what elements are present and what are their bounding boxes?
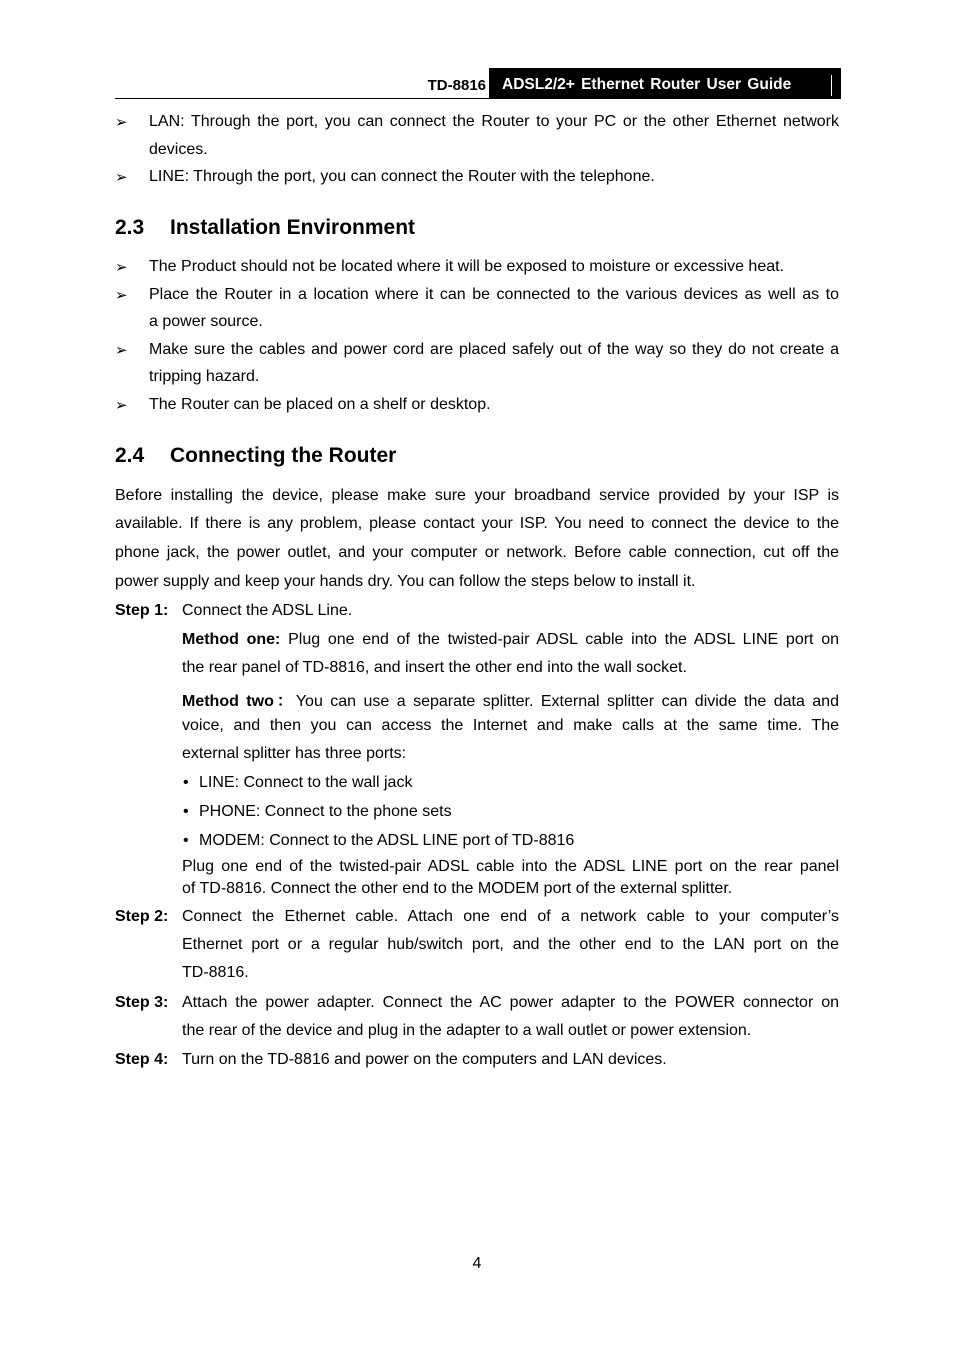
bullet-icon: ➢ bbox=[115, 287, 128, 304]
intro-paragraph-line1: Before installing the device, please make sure your broadband service provided by your ISP is bbox=[115, 487, 839, 504]
bullet-icon: ➢ bbox=[115, 114, 128, 131]
section-heading-2-3: 2.3 Installation Environment bbox=[115, 216, 416, 239]
step-4-label: Step 4: bbox=[115, 1051, 169, 1068]
step-3-line2: the rear of the device and plug in the adapter to a wall outlet or power extension. bbox=[182, 1022, 752, 1039]
step-2-line1: Connect the Ethernet cable. Attach one end of a network cable to your computer’s bbox=[182, 908, 839, 925]
page-number: 4 bbox=[472, 1255, 482, 1272]
port-modem: MODEM: Connect to the ADSL LINE port of TD-8816 bbox=[199, 832, 575, 849]
header-model: TD-8816 bbox=[427, 77, 486, 94]
env-bullet-1: The Product should not be located where it will be exposed to moisture or excessive heat. bbox=[149, 258, 785, 275]
step-1-text: Connect the ADSL Line. bbox=[182, 602, 353, 619]
port-phone: PHONE: Connect to the phone sets bbox=[199, 803, 452, 820]
step-3-label: Step 3: bbox=[115, 994, 169, 1011]
env-bullet-3-line1: Make sure the cables and power cord are placed safely out of the way so they do not create a bbox=[149, 341, 839, 358]
env-bullet-3-line2: tripping hazard. bbox=[149, 368, 260, 385]
plug-line1: Plug one end of the twisted-pair ADSL cable into the ADSL LINE port on the rear panel bbox=[182, 858, 839, 875]
method-one-line1: Method one: Plug one end of the twisted-pair ADSL cable into the ADSL LINE port on bbox=[182, 631, 840, 648]
step-2-label: Step 2: bbox=[115, 908, 169, 925]
page-header bbox=[115, 68, 841, 99]
bullet-icon: ➢ bbox=[115, 342, 128, 359]
step-2-line3: TD-8816. bbox=[182, 964, 249, 981]
intro-paragraph-line4: power supply and keep your hands dry. You can follow the steps below to install it. bbox=[115, 573, 696, 590]
bullet-line-port: LINE: Through the port, you can connect the Router with the telephone. bbox=[149, 168, 655, 185]
step-2-line2: Ethernet port or a regular hub/switch port, and the other end to the LAN port on the bbox=[182, 936, 839, 953]
env-bullet-4: The Router can be placed on a shelf or desktop. bbox=[149, 396, 491, 413]
step-1-label: Step 1: bbox=[115, 602, 169, 619]
method-two-line3: external splitter has three ports: bbox=[182, 745, 407, 762]
method-one-line2: the rear panel of TD-8816, and insert the other end into the wall socket. bbox=[182, 659, 687, 676]
header-tick bbox=[831, 75, 832, 96]
section-heading-2-4: 2.4 Connecting the Router bbox=[115, 444, 397, 467]
plug-line2: of TD-8816. Connect the other end to the MODEM port of the external splitter. bbox=[182, 880, 733, 897]
env-bullet-2-line2: a power source. bbox=[149, 313, 263, 330]
bullet-icon: ➢ bbox=[115, 397, 128, 414]
intro-paragraph-line2: available. If there is any problem, please contact your ISP. You need to connect the device to the bbox=[115, 515, 839, 532]
env-bullet-2-line1: Place the Router in a location where it can be connected to the various devices as well as to bbox=[149, 286, 839, 303]
header-guide-title: ADSL2/2+ Ethernet Router User Guide bbox=[489, 68, 841, 98]
bullet-icon: ➢ bbox=[115, 259, 128, 276]
port-dot-icon: • bbox=[183, 832, 189, 849]
bullet-lan-line2: devices. bbox=[149, 141, 208, 158]
bullet-lan-line1: LAN: Through the port, you can connect the Router to your PC or the other Ethernet network bbox=[149, 113, 839, 130]
bullet-icon: ➢ bbox=[115, 169, 128, 186]
method-two-line2: voice, and then you can access the Internet and make calls at the same time. The bbox=[182, 717, 839, 734]
step-4-line1: Turn on the TD-8816 and power on the computers and LAN devices. bbox=[182, 1051, 667, 1068]
step-3-line1: Attach the power adapter. Connect the AC power adapter to the POWER connector on bbox=[182, 994, 839, 1011]
port-line: LINE: Connect to the wall jack bbox=[199, 774, 413, 791]
method-two-line1: Method two：You can use a separate splitter. External splitter can divide the data and bbox=[182, 693, 839, 710]
intro-paragraph-line3: phone jack, the power outlet, and your computer or network. Before cable connection, cut off the bbox=[115, 544, 839, 561]
port-dot-icon: • bbox=[183, 774, 189, 791]
port-dot-icon: • bbox=[183, 803, 189, 820]
